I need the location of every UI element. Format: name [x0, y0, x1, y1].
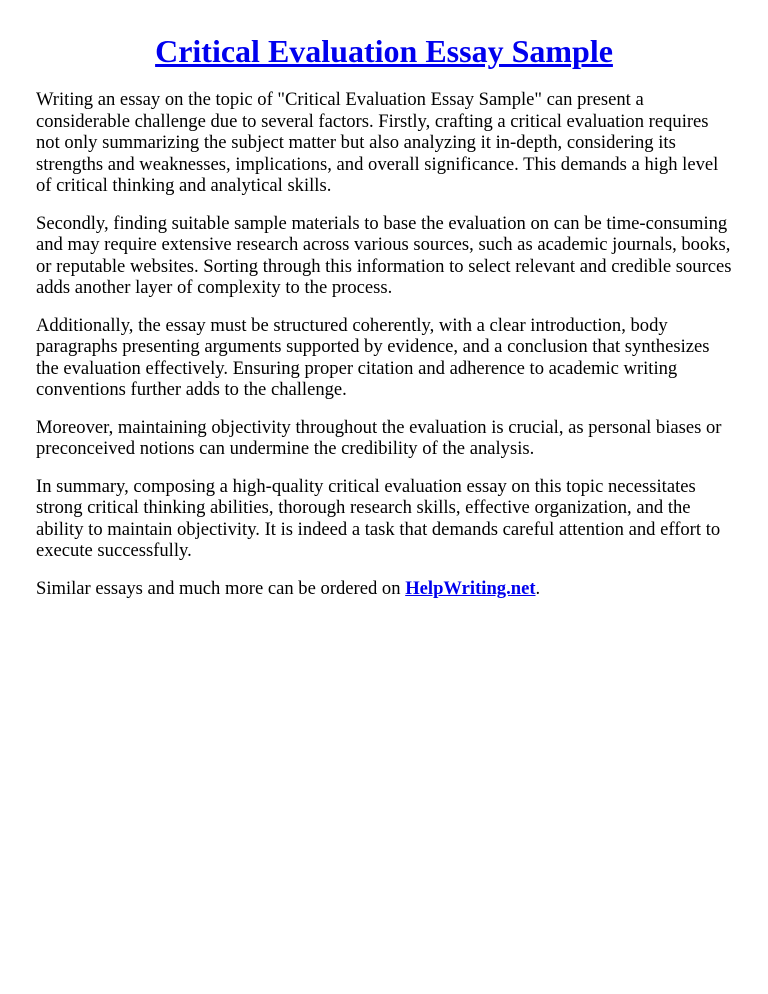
footer-prefix: Similar essays and much more can be ordered on	[36, 577, 406, 599]
paragraph-structure: Additionally, the essay must be structured coherently, with a clear introduction, body paragraphs presenting arguments supported by evidence, and a conclusion that synthesizes the evaluation effectively. Ensuring proper citation and adherence to academic writing conventions further adds to the challenge.	[36, 314, 710, 400]
helpwriting-link[interactable]: HelpWriting.net	[405, 577, 536, 599]
paragraph-objectivity: Moreover, maintaining objectivity throughout the evaluation is crucial, as personal biases or preconceived notions can undermine the credibility of the analysis.	[36, 416, 722, 459]
paragraph-research: Secondly, finding suitable sample materials to base the evaluation on can be time-consuming and may require extensive research across various sources, such as academic journals, books, or reputable websites. Sorting through this information to select relevant and credible sources adds another layer of complexity to the process.	[36, 212, 732, 298]
title-link[interactable]: Critical Evaluation Essay Sample	[155, 33, 613, 69]
footer-paragraph	[36, 578, 732, 600]
paragraph-summary: In summary, composing a high-quality critical evaluation essay on this topic necessitates strong critical thinking abilities, thorough research skills, effective organization, and the ability to maintain objectivity. It is indeed a task that demands careful attention and effort to execute successfully.	[36, 475, 721, 561]
paragraph-intro: Writing an essay on the topic of "Critical Evaluation Essay Sample" can present a considerable challenge due to several factors. Firstly, crafting a critical evaluation requires not only summarizing the subject matter but also analyzing it in-depth, considering its strengths and weaknesses, implications, and overall significance. This demands a high level of critical thinking and analytical skills.	[36, 89, 719, 196]
footer-suffix: .	[535, 577, 541, 599]
page-title	[36, 30, 732, 72]
